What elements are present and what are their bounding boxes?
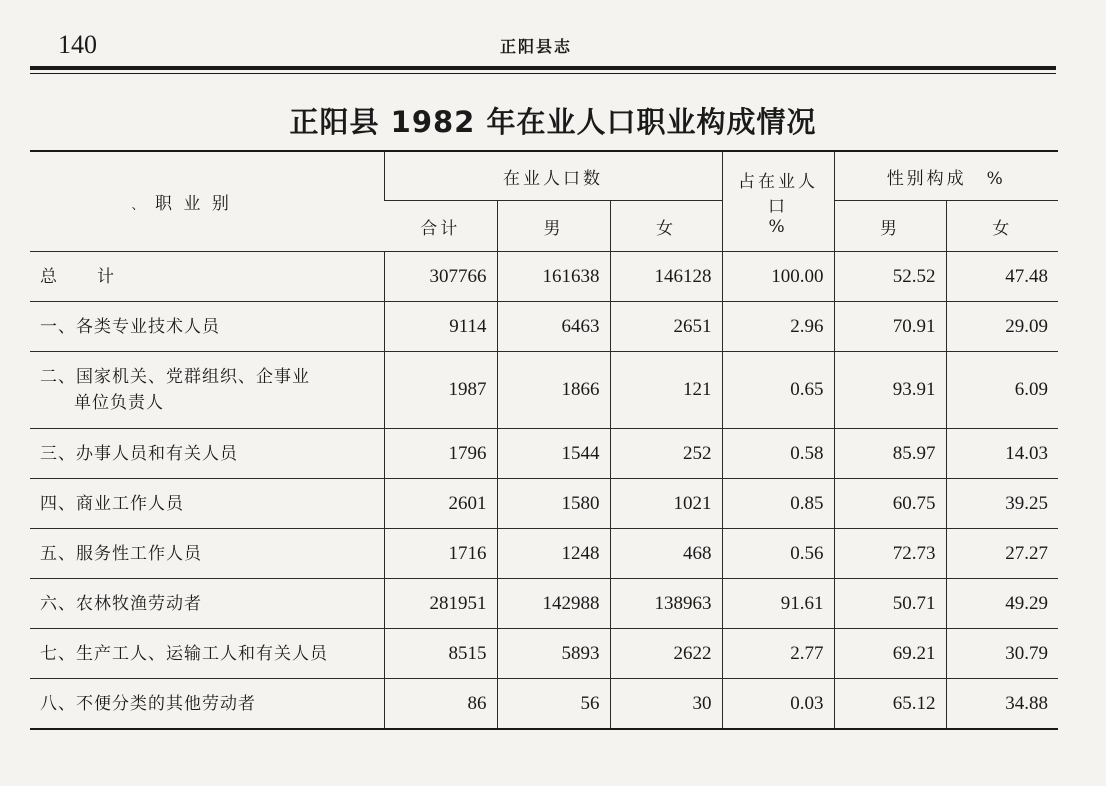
cell-female: 2651 [610, 302, 722, 352]
table-row [30, 629, 1058, 679]
cell-total: 1796 [384, 429, 497, 479]
cell-pct-male: 85.97 [834, 429, 946, 479]
cell-total: 2601 [384, 479, 497, 529]
cell-female: 468 [610, 529, 722, 579]
table-row [30, 529, 1058, 579]
cell-male: 1866 [497, 352, 610, 429]
cell-share: 2.96 [722, 302, 834, 352]
cell-female: 121 [610, 352, 722, 429]
cell-pct-female: 49.29 [946, 579, 1058, 629]
table-row [30, 429, 1058, 479]
cell-total: 1716 [384, 529, 497, 579]
cell-pct-female: 6.09 [946, 352, 1058, 429]
occupation-table [30, 150, 1058, 730]
cell-total: 8515 [384, 629, 497, 679]
header-rule-thin [30, 73, 1056, 74]
header-female: 女 [610, 201, 722, 252]
cell-share: 0.65 [722, 352, 834, 429]
row-name-line1: 二、国家机关、党群组织、企事业 [40, 367, 310, 387]
cell-share: 91.61 [722, 579, 834, 629]
cell-male: 1248 [497, 529, 610, 579]
cell-female: 1021 [610, 479, 722, 529]
cell-pct-male: 70.91 [834, 302, 946, 352]
cell-total: 307766 [384, 252, 497, 302]
cell-female: 252 [610, 429, 722, 479]
cell-male: 161638 [497, 252, 610, 302]
row-name: 三、办事人员和有关人员 [30, 429, 384, 479]
cell-pct-male: 50.71 [834, 579, 946, 629]
header-total: 合计 [384, 201, 497, 252]
cell-pct-female: 27.27 [946, 529, 1058, 579]
table-row [30, 302, 1058, 352]
table-row-total [30, 252, 1058, 302]
table-row [30, 579, 1058, 629]
row-name-line2: 单位负责人 [74, 393, 164, 413]
row-name [30, 252, 384, 302]
header-gender: 性别构成 % [834, 151, 1058, 201]
cell-total: 86 [384, 679, 497, 730]
row-name-a: 总 [40, 266, 57, 287]
row-name: 一、各类专业技术人员 [30, 302, 384, 352]
row-name: 六、农林牧渔劳动者 [30, 579, 384, 629]
header-male: 男 [497, 201, 610, 252]
cell-pct-male: 52.52 [834, 252, 946, 302]
cell-total: 1987 [384, 352, 497, 429]
cell-male: 56 [497, 679, 610, 730]
header-employed: 在业人口数 [384, 151, 722, 201]
cell-male: 1544 [497, 429, 610, 479]
header-occupation-label: 职 业 别 [155, 194, 232, 214]
cell-share: 0.58 [722, 429, 834, 479]
table-row [30, 479, 1058, 529]
cell-male: 6463 [497, 302, 610, 352]
cell-pct-female: 39.25 [946, 479, 1058, 529]
cell-pct-male: 69.21 [834, 629, 946, 679]
cell-total: 281951 [384, 579, 497, 629]
table-title: 正阳县 1982 年在业人口职业构成情况 [289, 105, 817, 139]
row-name: 七、生产工人、运输工人和有关人员 [30, 629, 384, 679]
cell-male: 5893 [497, 629, 610, 679]
cell-female: 30 [610, 679, 722, 730]
row-name: 五、服务性工作人员 [30, 529, 384, 579]
table-row [30, 352, 1058, 429]
cell-female: 2622 [610, 629, 722, 679]
page-number: 140 [58, 30, 97, 59]
cell-pct-male: 65.12 [834, 679, 946, 730]
header-share-line1: 占在业人口 [738, 171, 819, 217]
header-gender-male: 男 [834, 201, 946, 252]
cell-pct-female: 29.09 [946, 302, 1058, 352]
row-name: 八、不便分类的其他劳动者 [30, 679, 384, 730]
cell-pct-female: 30.79 [946, 629, 1058, 679]
cell-pct-male: 72.73 [834, 529, 946, 579]
header-tick-mark: 、 [131, 198, 147, 212]
cell-pct-male: 60.75 [834, 479, 946, 529]
header-gender-female: 女 [946, 201, 1058, 252]
cell-share: 0.85 [722, 479, 834, 529]
header-rule [30, 66, 1056, 70]
row-name-b: 计 [97, 266, 114, 287]
cell-male: 1580 [497, 479, 610, 529]
cell-share: 100.00 [722, 252, 834, 302]
cell-pct-female: 34.88 [946, 679, 1058, 730]
cell-share: 0.03 [722, 679, 834, 730]
row-name [30, 352, 384, 429]
cell-male: 142988 [497, 579, 610, 629]
cell-share: 2.77 [722, 629, 834, 679]
row-name: 四、商业工作人员 [30, 479, 384, 529]
cell-female: 146128 [610, 252, 722, 302]
header-share-line2: % [768, 216, 788, 237]
table-row [30, 679, 1058, 730]
cell-pct-male: 93.91 [834, 352, 946, 429]
cell-pct-female: 47.48 [946, 252, 1058, 302]
cell-female: 138963 [610, 579, 722, 629]
running-head: 正阳县志 [500, 37, 573, 56]
cell-share: 0.56 [722, 529, 834, 579]
cell-total: 9114 [384, 302, 497, 352]
cell-pct-female: 14.03 [946, 429, 1058, 479]
header-occupation [30, 151, 384, 252]
header-share [722, 151, 834, 252]
